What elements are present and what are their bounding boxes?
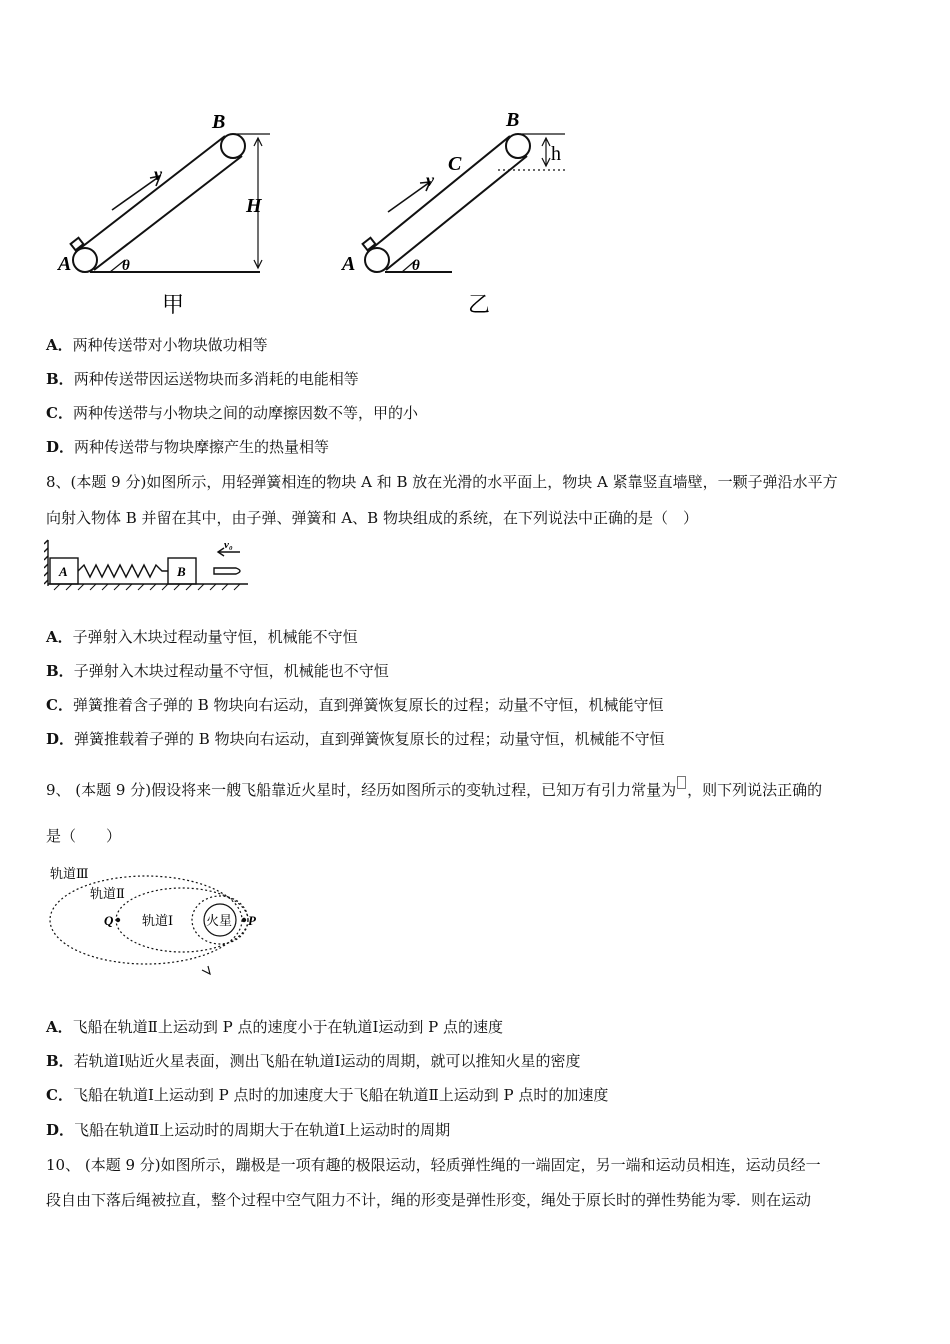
fig9-orbit1: 轨道Ⅰ bbox=[142, 913, 174, 928]
q7-option-d: D．两种传送带与物块摩擦产生的热量相等 bbox=[46, 438, 330, 456]
q9-option-a: A．飞船在轨道Ⅱ上运动到 P 点的速度小于在轨道Ⅰ运动到 P 点的速度 bbox=[46, 1018, 504, 1036]
fig9-orbit2: 轨道Ⅱ bbox=[90, 886, 125, 901]
fig8-v0: v₀ bbox=[224, 539, 233, 551]
q9-option-d: D．飞船在轨道Ⅱ上运动时的周期大于在轨道Ⅰ上运动时的周期 bbox=[46, 1121, 451, 1139]
conveyor-left bbox=[71, 134, 270, 272]
q8-option-c: C．弹簧推着含子弹的 B 物块向右运动，直到弹簧恢复原长的过程；动量不守恒，机械能守恒 bbox=[46, 696, 664, 714]
q8-option-d: D．弹簧推载着子弹的 B 物块向右运动，直到弹簧恢复原长的过程；动量守恒，机械能不守恒 bbox=[46, 730, 665, 748]
fig7-right-v: v bbox=[426, 170, 434, 190]
q9-stem-line1: 9、 (本题 9 分)假设将来一艘飞船靠近火星时，经历如图所示的变轨过程，已知万有引力常量为 ，则下列说法正确的 bbox=[46, 776, 822, 800]
fig9-Q: Q bbox=[104, 913, 114, 928]
conveyor-right bbox=[363, 134, 565, 272]
orbit-figure bbox=[46, 858, 276, 982]
fig7-right-B: B bbox=[506, 109, 520, 131]
fig9-orbit3: 轨道Ⅲ bbox=[50, 866, 89, 881]
spring-block-figure bbox=[44, 538, 254, 594]
fig7-right-C: C bbox=[448, 153, 462, 175]
conveyor-figure bbox=[50, 100, 590, 320]
fig8-A: A bbox=[59, 564, 68, 579]
fig7-left-theta: θ bbox=[122, 258, 130, 274]
fig9-planet: 火星 bbox=[206, 913, 233, 928]
q7-option-a: A．两种传送带对小物块做功相等 bbox=[46, 336, 268, 354]
missing-glyph-box bbox=[677, 776, 686, 789]
q9-stem-line2: 是（ ） bbox=[46, 827, 122, 845]
fig8-B: B bbox=[177, 564, 186, 579]
q9-option-c: C．飞船在轨道Ⅰ上运动到 P 点时的加速度大于飞船在轨道Ⅱ上运动到 P 点时的加速度 bbox=[46, 1086, 609, 1104]
q7-option-c: C．两种传送带与小物块之间的动摩擦因数不等，甲的小 bbox=[46, 404, 418, 422]
fig7-right-theta: θ bbox=[412, 258, 420, 274]
fig7-left-v: v bbox=[154, 164, 162, 184]
q8-stem-line1: 8、(本题 9 分)如图所示，用轻弹簧相连的物块 A 和 B 放在光滑的水平面上，物块 A 紧靠竖直墙壁，一颗子弹沿水平方 bbox=[46, 473, 838, 491]
fig7-left-caption: 甲 bbox=[162, 292, 185, 317]
fig7-right-A: A bbox=[342, 253, 356, 275]
fig9-P: P bbox=[248, 913, 256, 928]
fig7-left-A: A bbox=[58, 253, 72, 275]
fig7-left-H: H bbox=[246, 195, 262, 217]
fig7-left-B: B bbox=[212, 111, 226, 133]
q10-stem-line2: 段自由下落后绳被拉直，整个过程中空气阻力不计，绳的形变是弹性形变，绳处于原长时的弹性势能为零．则在运动 bbox=[46, 1191, 812, 1209]
fig7-right-h: h bbox=[551, 143, 561, 165]
q8-option-b: B．子弹射入木块过程动量不守恒，机械能也不守恒 bbox=[46, 662, 389, 680]
q7-option-b: B．两种传送带因运送物块而多消耗的电能相等 bbox=[46, 370, 359, 388]
fig7-right-caption: 乙 bbox=[468, 292, 491, 317]
q9-option-b: B．若轨道Ⅰ贴近火星表面，测出飞船在轨道Ⅰ运动的周期，就可以推知火星的密度 bbox=[46, 1052, 581, 1070]
q8-option-a: A．子弹射入木块过程动量守恒，机械能不守恒 bbox=[46, 628, 358, 646]
q8-stem-line2: 向射入物体 B 并留在其中，由子弹、弹簧和 A、B 物块组成的系统，在下列说法中正确的是（ ） bbox=[46, 509, 698, 527]
q10-stem-line1: 10、 (本题 9 分)如图所示，蹦极是一项有趣的极限运动，轻质弹性绳的一端固定，另一端和运动员相连，运动员经一 bbox=[46, 1156, 821, 1174]
